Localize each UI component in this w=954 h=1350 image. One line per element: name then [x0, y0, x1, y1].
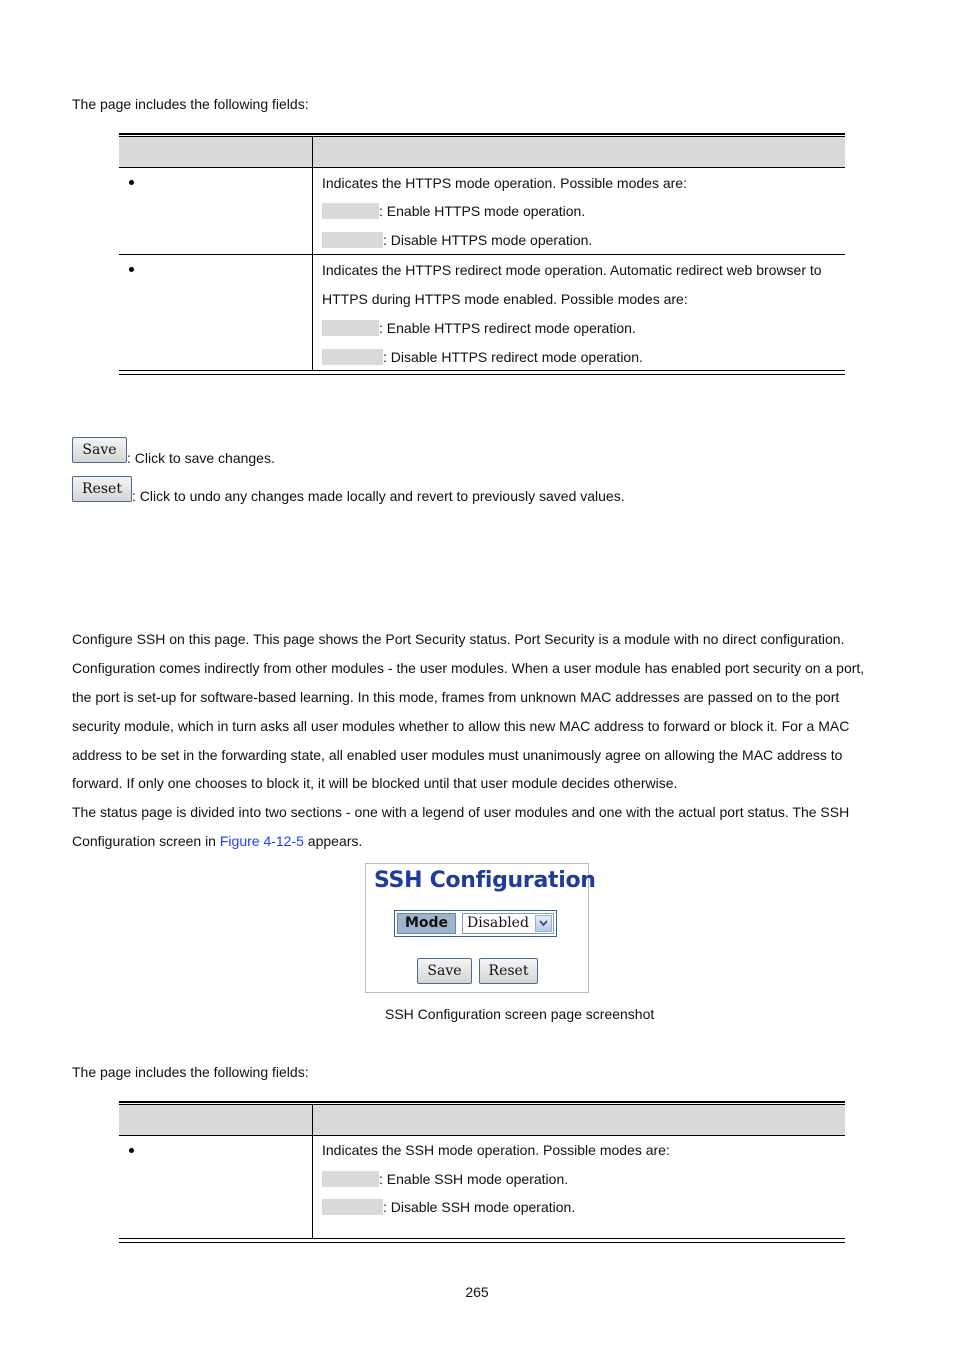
intro-text: The page includes the following fields: — [72, 1064, 309, 1080]
figure-caption: SSH Configuration screen page screenshot — [385, 1006, 655, 1022]
mode-select[interactable] — [462, 913, 554, 934]
ssh-paragraph-line: Configuration screen in Figure 4-12-5 appears. — [72, 833, 363, 849]
page-number: 265 — [465, 1284, 489, 1300]
reset-button[interactable]: Reset — [72, 476, 132, 502]
reset-description: : Click to undo any changes made locally and revert to previously saved values. — [132, 488, 625, 504]
ssh-paragraph-line: forward. If only one chooses to block it, it will be blocked until that user module decides otherwise. — [72, 775, 678, 791]
table-cell-text: : Enable HTTPS redirect mode operation. — [322, 320, 636, 336]
mode-select-value: Disabled — [467, 915, 529, 931]
ssh-reset-button[interactable]: Reset — [479, 958, 538, 984]
table-cell-text: Indicates the SSH mode operation. Possible modes are: — [322, 1142, 670, 1158]
https-fields-table — [119, 133, 845, 375]
table-cell-text: Indicates the HTTPS redirect mode operation. Automatic redirect web browser to — [322, 262, 822, 278]
ssh-paragraph-line: security module, which in turn asks all user modules whether to allow this new MAC address to forward or block it. For a MAC — [72, 718, 850, 734]
intro-text: The page includes the following fields: — [72, 96, 309, 112]
bullet-icon — [129, 180, 134, 185]
option-placeholder — [322, 232, 383, 248]
ssh-config-screenshot — [365, 863, 596, 993]
figure-link[interactable]: Figure 4-12-5 — [219, 833, 304, 849]
table-cell-text: : Disable SSH mode operation. — [322, 1199, 575, 1215]
table-cell-text: HTTPS during HTTPS mode enabled. Possible modes are: — [322, 291, 688, 307]
ssh-config-title: SSH Configuration — [374, 868, 596, 893]
ssh-paragraph-line: Configure SSH on this page. This page shows the Port Security status. Port Security is a module with no direct configuration. — [72, 631, 845, 647]
ssh-save-button[interactable]: Save — [417, 958, 472, 984]
chevron-down-icon[interactable] — [535, 915, 552, 932]
table-header — [119, 136, 845, 168]
ssh-paragraph-line: address to be set in the forwarding state, all enabled user modules must unanimously agree on allowing the MAC address to — [72, 747, 843, 763]
option-placeholder — [322, 320, 379, 336]
table-cell-text: Indicates the HTTPS mode operation. Possible modes are: — [322, 175, 687, 191]
ssh-fields-table — [119, 1101, 845, 1243]
bullet-icon — [129, 267, 134, 272]
table-cell-text: : Disable HTTPS redirect mode operation. — [322, 349, 643, 365]
table-header — [119, 1104, 845, 1136]
save-button[interactable]: Save — [72, 437, 127, 463]
save-description: : Click to save changes. — [127, 450, 275, 466]
ssh-paragraph-line: the port is set-up for software-based learning. In this mode, frames from unknown MAC addresses are passed on to the port — [72, 689, 840, 705]
option-placeholder — [322, 203, 379, 219]
table-cell-text: : Enable SSH mode operation. — [322, 1171, 568, 1187]
mode-label: Mode — [397, 913, 456, 934]
option-placeholder — [322, 1199, 383, 1215]
ssh-paragraph-line: The status page is divided into two sections - one with a legend of user modules and one with the actual port status. The SSH — [72, 804, 850, 820]
table-cell-text: : Enable HTTPS mode operation. — [322, 203, 585, 219]
bullet-icon — [129, 1148, 134, 1153]
option-placeholder — [322, 1171, 379, 1187]
option-placeholder — [322, 349, 383, 365]
table-cell-text: : Disable HTTPS mode operation. — [322, 232, 592, 248]
mode-row — [394, 910, 557, 937]
ssh-paragraph-line: Configuration comes indirectly from other modules - the user modules. When a user module has enabled port security on a port, — [72, 660, 865, 676]
